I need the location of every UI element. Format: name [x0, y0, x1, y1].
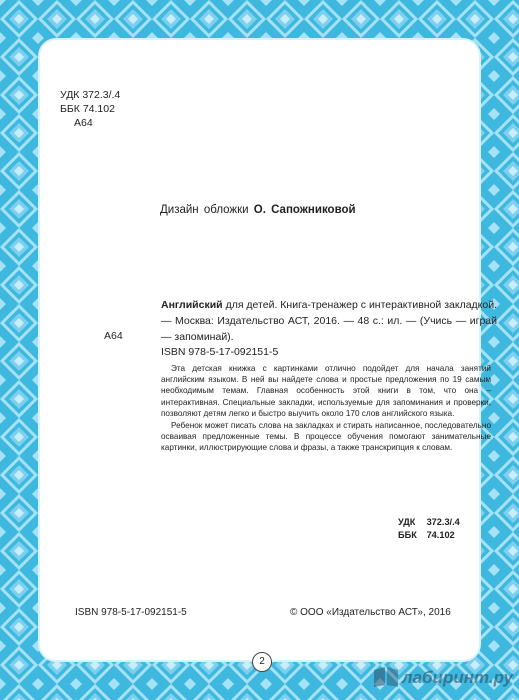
cover-designer-name: О. Сапожниковой — [253, 204, 356, 216]
bbk-value: 74.102 — [426, 530, 455, 540]
citation-text: для детей. Книга-тренажер с интерактивной закладкой. — Москва: Издательство АСТ, 2016. — 48 с.: ил. — (Учись — играй — запоминай). — [161, 299, 497, 343]
annotation-paragraph: Эта детская книжка с картинками отлично подойдет для начала занятий английским языком. В ней вы найдете слова и простые предложения по 19 самым необходимым темам. Главная особенность этой книги в том, что она – интерактивная. Специальные закладки, используемые для запоминания и проверки, позволяют детям легко и быстро выучить около 170 слов английского языка. — [161, 364, 491, 418]
author-mark: А64 — [74, 117, 93, 129]
watermark — [372, 664, 513, 693]
annotation-paragraph: Ребенок может писать слова на закладках и стирать написанное, последовательно осваивая предложенные темы. В процессе обучения помогают занимательные картинки, иллюстрирующие слова и фразы, а также транскрипция к словам. — [161, 421, 491, 453]
bbk-label: ББК — [398, 530, 417, 540]
catalog-isbn: ISBN 978-5-17-092151-5 — [161, 346, 279, 358]
footer-isbn: ISBN 978-5-17-092151-5 — [75, 607, 187, 618]
udk-label: УДК — [398, 517, 416, 527]
udk-value: 372.3/.4 — [426, 517, 460, 527]
copyright-notice: © ООО «Издательство АСТ», 2016 — [290, 607, 451, 618]
book-logo-icon — [372, 664, 400, 688]
catalog-class-codes — [398, 516, 460, 542]
bbk-code: ББК 74.102 — [60, 103, 115, 115]
classification-header — [60, 88, 120, 130]
cover-design-credit — [160, 204, 356, 216]
annotation — [161, 363, 491, 455]
udk-code: УДК 372.3/.4 — [60, 89, 121, 101]
bibliographic-description — [161, 297, 497, 345]
page-number: 2 — [252, 652, 272, 672]
cover-design-label: Дизайн обложки — [160, 204, 249, 216]
catalog-author-mark: А64 — [104, 330, 123, 342]
watermark-text: лабиринт.ру — [402, 668, 513, 687]
book-title: Английский — [161, 299, 223, 311]
